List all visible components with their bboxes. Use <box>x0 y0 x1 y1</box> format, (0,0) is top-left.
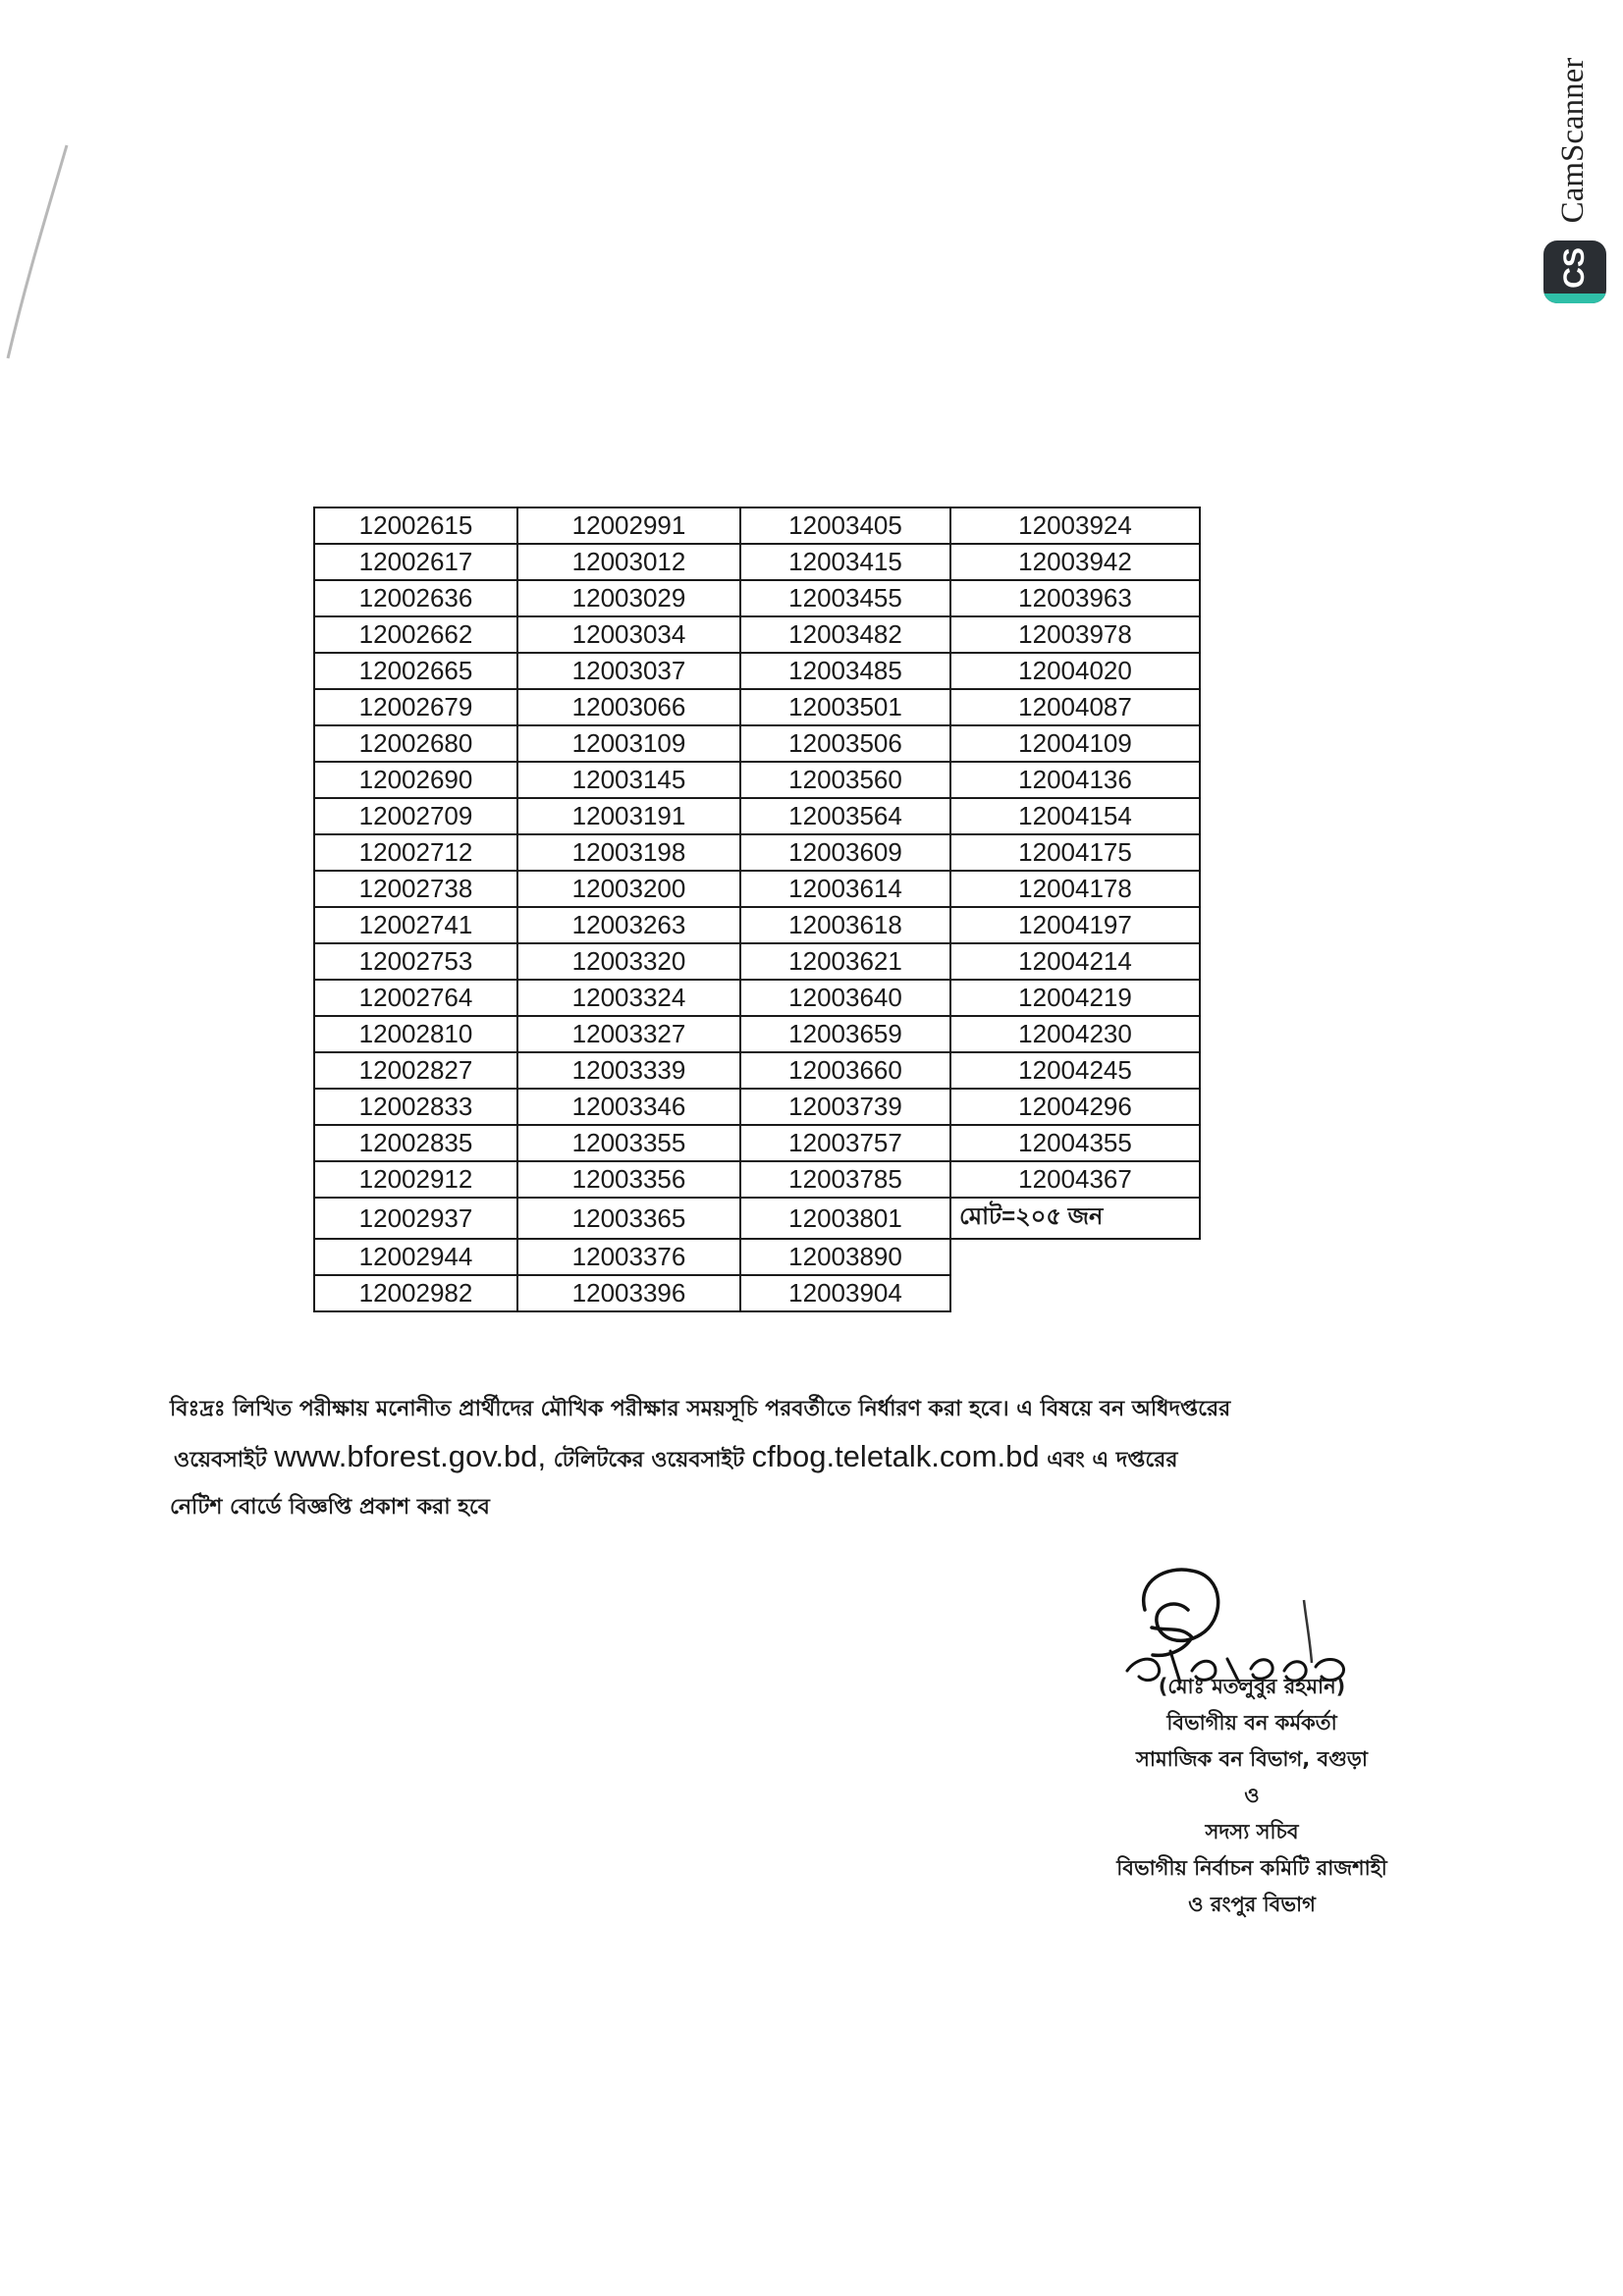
roll-number-cell: 12002741 <box>314 907 517 943</box>
roll-number-cell: 12002680 <box>314 725 517 762</box>
roll-number-cell: 12003191 <box>517 798 740 834</box>
roll-number-cell: 12004245 <box>950 1052 1200 1089</box>
total-count-cell: মোট=২০৫ জন <box>950 1198 1200 1239</box>
signatory-office: সামাজিক বন বিভাগ, বগুড়া <box>1136 1747 1368 1771</box>
roll-number-cell: 12003757 <box>740 1125 950 1161</box>
roll-number-cell: 12003415 <box>740 544 950 580</box>
roll-number-cell: 12003339 <box>517 1052 740 1089</box>
roll-number-cell: 12002712 <box>314 834 517 871</box>
roll-number-cell: 12004296 <box>950 1089 1200 1125</box>
roll-number-cell: 12003890 <box>740 1239 950 1275</box>
roll-number-cell: 12002636 <box>314 580 517 616</box>
roll-number-cell: 12003739 <box>740 1089 950 1125</box>
roll-number-cell: 12003609 <box>740 834 950 871</box>
notice-paragraph <box>170 1386 1328 1531</box>
watermark-badge-text: CS <box>1558 247 1591 289</box>
table-row <box>314 653 1200 689</box>
roll-number-cell: 12003963 <box>950 580 1200 616</box>
roll-number-cell: 12003904 <box>740 1275 950 1311</box>
scan-edge-mark <box>0 137 79 373</box>
roll-number-cell: 12003614 <box>740 871 950 907</box>
table-row <box>314 1089 1200 1125</box>
table-row <box>314 762 1200 798</box>
roll-number-cell: 12003501 <box>740 689 950 725</box>
notice-text: টেলিটকের ওয়েবসাইট <box>553 1448 744 1472</box>
roll-number-cell: 12003405 <box>740 507 950 544</box>
roll-number-cell: 12003320 <box>517 943 740 980</box>
table-row <box>314 544 1200 580</box>
signatory-committee: বিভাগীয় নির্বাচন কমিটি রাজশাহী <box>1116 1856 1387 1880</box>
roll-number-cell: 12003396 <box>517 1275 740 1311</box>
roll-number-cell: 12003012 <box>517 544 740 580</box>
roll-number-cell: 12002833 <box>314 1089 517 1125</box>
roll-number-cell: 12002991 <box>517 507 740 544</box>
roll-number-cell: 12003506 <box>740 725 950 762</box>
roll-number-cell: 12003659 <box>740 1016 950 1052</box>
roll-number-cell: 12002753 <box>314 943 517 980</box>
table-row <box>314 871 1200 907</box>
roll-number-cell: 12002937 <box>314 1198 517 1239</box>
roll-number-cell: 12003200 <box>517 871 740 907</box>
roll-number-cell: 12002810 <box>314 1016 517 1052</box>
roll-number-cell: 12004109 <box>950 725 1200 762</box>
roll-number-cell: 12002835 <box>314 1125 517 1161</box>
roll-number-cell: 12002615 <box>314 507 517 544</box>
roll-number-cell: 12003660 <box>740 1052 950 1089</box>
watermark-text: CamScanner <box>1555 57 1591 224</box>
roll-number-cell: 12003327 <box>517 1016 740 1052</box>
signatory-name: (মোঃ মতলুবুর রহমান) <box>1158 1675 1346 1698</box>
notice-text: এবং এ দপ্তরের <box>1047 1448 1178 1472</box>
roll-number-cell: 12002982 <box>314 1275 517 1311</box>
roll-number-cell: 12003034 <box>517 616 740 653</box>
roll-number-cell: 12004178 <box>950 871 1200 907</box>
signatory-conjunction: ও <box>1244 1784 1260 1807</box>
roll-number-cell: 12003924 <box>950 507 1200 544</box>
roll-number-cell: 12002662 <box>314 616 517 653</box>
table-row <box>314 725 1200 762</box>
roll-number-cell: 12004230 <box>950 1016 1200 1052</box>
roll-number-cell: 12002665 <box>314 653 517 689</box>
table-row <box>314 980 1200 1016</box>
roll-number-cell: 12004219 <box>950 980 1200 1016</box>
roll-number-cell: 12003356 <box>517 1161 740 1198</box>
table-row <box>314 1052 1200 1089</box>
roll-number-cell: 12004136 <box>950 762 1200 798</box>
roll-number-cell: 12003355 <box>517 1125 740 1161</box>
roll-number-cell: 12004020 <box>950 653 1200 689</box>
roll-number-cell: 12004087 <box>950 689 1200 725</box>
roll-number-cell: 12002944 <box>314 1239 517 1275</box>
roll-number-cell: 12003037 <box>517 653 740 689</box>
table-row <box>314 1239 1200 1275</box>
empty-cell <box>950 1275 1200 1311</box>
roll-number-cell: 12004355 <box>950 1125 1200 1161</box>
roll-number-cell: 12004175 <box>950 834 1200 871</box>
roll-number-cell: 12003324 <box>517 980 740 1016</box>
signatory-title: বিভাগীয় বন কর্মকর্তা <box>1166 1711 1337 1735</box>
table-row <box>314 689 1200 725</box>
roll-number-cell: 12003978 <box>950 616 1200 653</box>
roll-number-cell: 12003145 <box>517 762 740 798</box>
table-row <box>314 616 1200 653</box>
roll-number-cell: 12002912 <box>314 1161 517 1198</box>
camscanner-logo-icon <box>1543 240 1606 303</box>
table-row <box>314 1125 1200 1161</box>
roll-number-cell: 12003485 <box>740 653 950 689</box>
table-row <box>314 1016 1200 1052</box>
roll-number-cell: 12002764 <box>314 980 517 1016</box>
roll-number-cell: 12003066 <box>517 689 740 725</box>
roll-number-cell: 12004214 <box>950 943 1200 980</box>
signatory-role: সদস্য সচিব <box>1205 1820 1299 1843</box>
signatory-division: ও রংপুর বিভাগ <box>1188 1893 1316 1916</box>
table-row <box>314 1161 1200 1198</box>
table-row <box>314 1198 1200 1239</box>
roll-number-cell: 12003346 <box>517 1089 740 1125</box>
roll-number-cell: 12003109 <box>517 725 740 762</box>
roll-number-table <box>313 507 1201 1312</box>
bforest-url: www.bforest.gov.bd, <box>274 1439 547 1473</box>
roll-number-cell: 12002690 <box>314 762 517 798</box>
roll-number-cell: 12003365 <box>517 1198 740 1239</box>
camscanner-watermark <box>1543 47 1606 308</box>
notice-line-3: নেটিশ বোর্ডে বিজ্ঞপ্তি প্রকাশ করা হবে <box>170 1495 490 1520</box>
roll-number-cell: 12002617 <box>314 544 517 580</box>
notice-text: ওয়েবসাইট <box>174 1448 267 1472</box>
roll-number-cell: 12004367 <box>950 1161 1200 1198</box>
roll-number-cell: 12003640 <box>740 980 950 1016</box>
empty-cell <box>950 1239 1200 1275</box>
roll-number-cell: 12003198 <box>517 834 740 871</box>
roll-number-cell: 12003029 <box>517 580 740 616</box>
table-row <box>314 907 1200 943</box>
table-row <box>314 580 1200 616</box>
roll-number-cell: 12004197 <box>950 907 1200 943</box>
roll-number-cell: 12002738 <box>314 871 517 907</box>
roll-number-cell: 12002827 <box>314 1052 517 1089</box>
roll-number-cell: 12003455 <box>740 580 950 616</box>
roll-number-cell: 12003560 <box>740 762 950 798</box>
table-row <box>314 834 1200 871</box>
table-row <box>314 507 1200 544</box>
roll-number-cell: 12003376 <box>517 1239 740 1275</box>
roll-number-cell: 12003564 <box>740 798 950 834</box>
signature-block <box>1041 1669 1463 1923</box>
notice-line-1: বিঃদ্রঃ লিখিত পরীক্ষায় মনোনীত প্রার্থীদের মৌখিক পরীক্ষার সময়সূচি পরবর্তীতে নির্ধারণ করা হবে। এ বিষয়ে বন অধিদপ্তরের <box>170 1397 1231 1421</box>
roll-number-cell: 12002679 <box>314 689 517 725</box>
roll-number-cell: 12002709 <box>314 798 517 834</box>
table-row <box>314 798 1200 834</box>
table-row <box>314 1275 1200 1311</box>
roll-number-cell: 12003801 <box>740 1198 950 1239</box>
roll-number-cell: 12003942 <box>950 544 1200 580</box>
table-row <box>314 943 1200 980</box>
roll-number-cell: 12003785 <box>740 1161 950 1198</box>
roll-number-cell: 12003263 <box>517 907 740 943</box>
notice-line-2 <box>170 1433 1328 1484</box>
roll-number-cell: 12003621 <box>740 943 950 980</box>
roll-number-cell: 12003482 <box>740 616 950 653</box>
teletalk-url: cfbog.teletalk.com.bd <box>751 1439 1040 1473</box>
roll-number-cell: 12004154 <box>950 798 1200 834</box>
roll-number-cell: 12003618 <box>740 907 950 943</box>
